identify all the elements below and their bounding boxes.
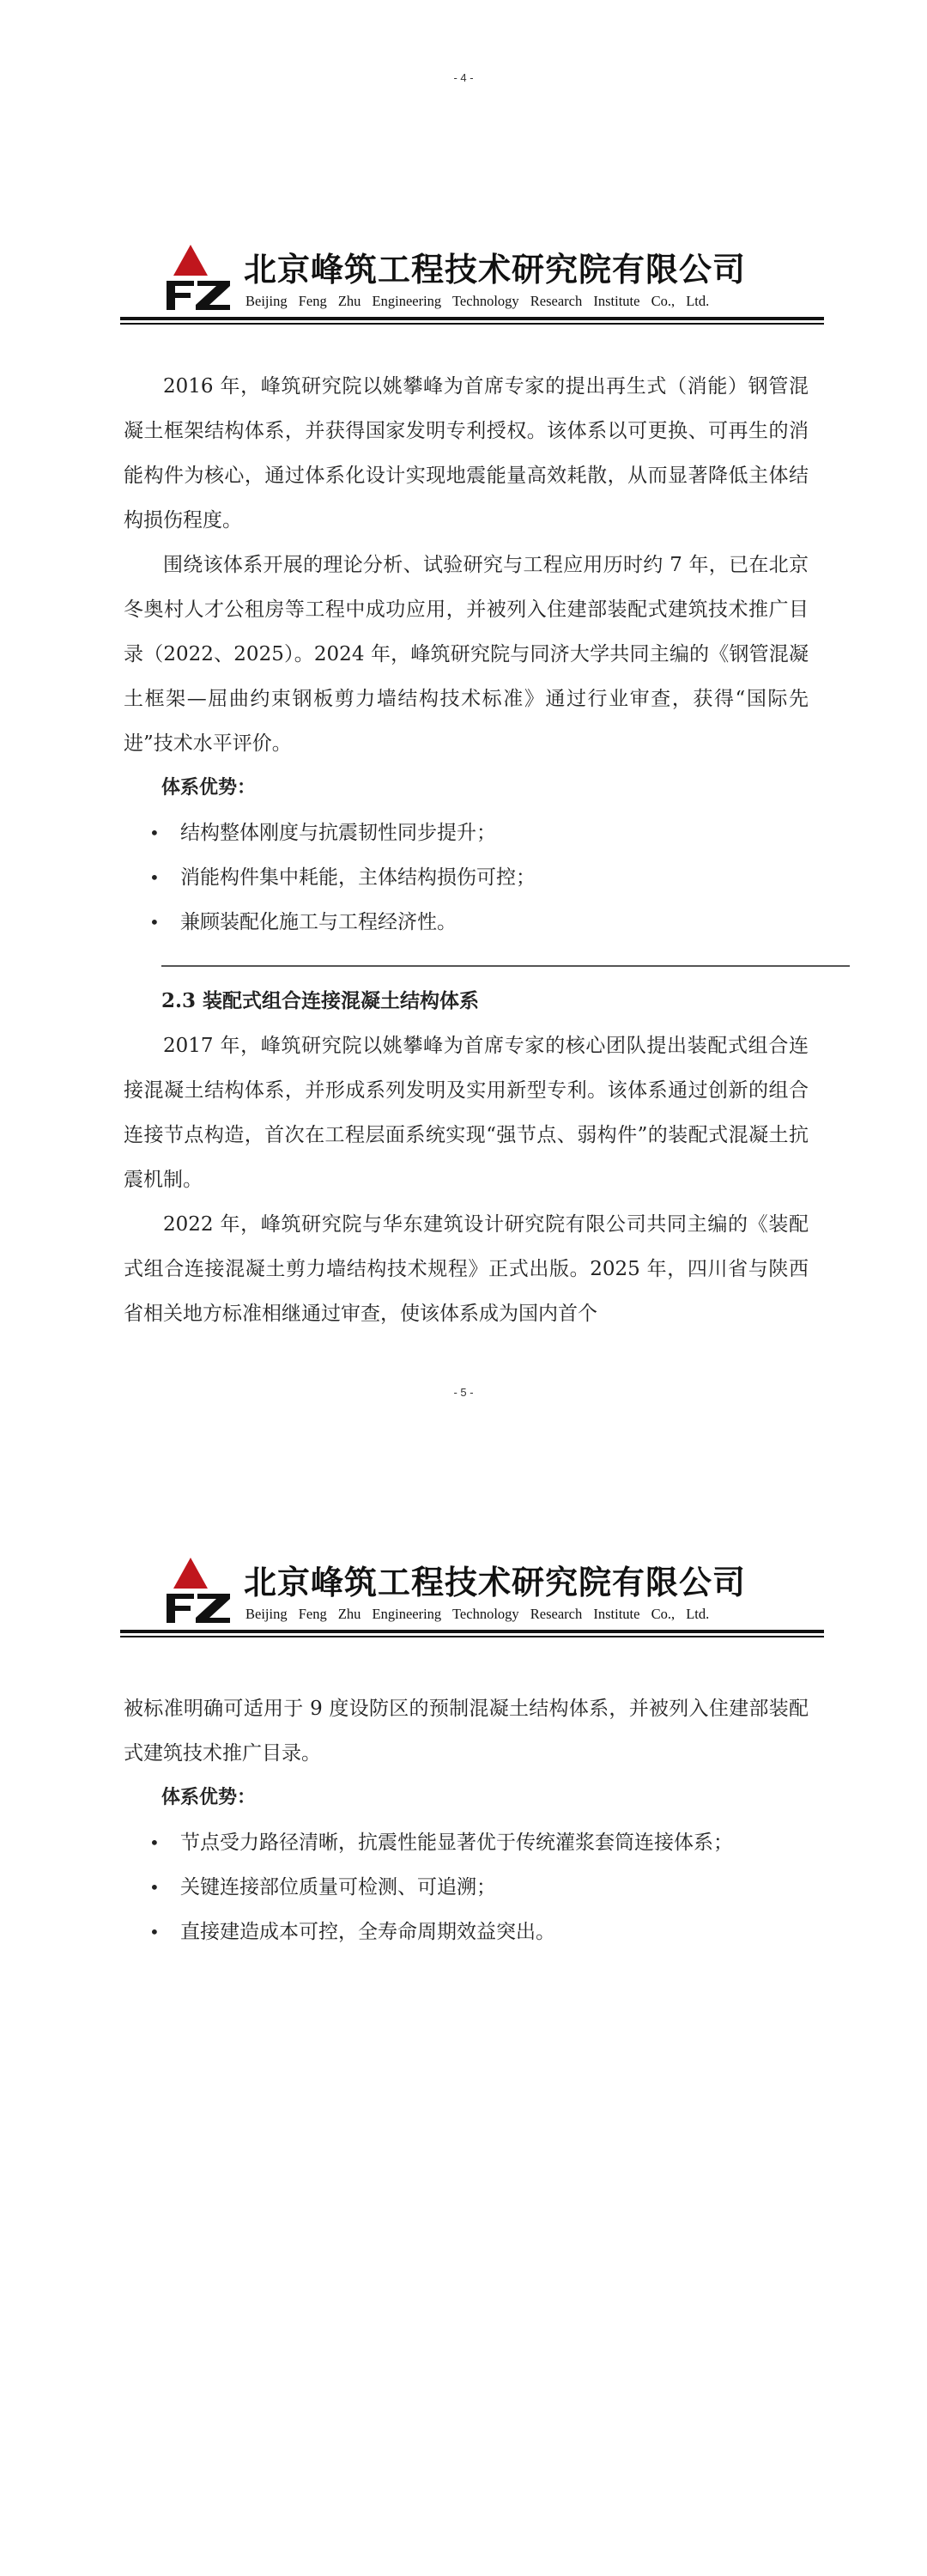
list-item-text: 消能构件集中耗能，主体结构损伤可控；	[180, 866, 536, 889]
paragraph: 2016 年，峰筑研究院以姚攀峰为首席专家的提出再生式（消能）钢管混凝土框架结构体系，并获得国家发明专利授权。该体系以可更换、可再生的消能构件为核心，通过体系化设计实现地震能量高效耗散，从而显著降低主体结构损伤程度。	[124, 375, 809, 532]
company-name-en: Beijing Feng Zhu Engineering Technology Research Institute Co., Ltd.	[245, 293, 710, 309]
company-name-en: Beijing Feng Zhu Engineering Technology Research Institute Co., Ltd.	[245, 1606, 710, 1622]
section-title: 2.3 装配式组合连接混凝土结构体系	[161, 988, 480, 1012]
advantages-list	[124, 1820, 809, 1954]
list-item-text: 关键连接部位质量可检测、可追溯；	[180, 1876, 496, 1899]
bullet-icon: •	[149, 823, 160, 843]
section-divider	[161, 965, 850, 967]
advantages-list	[124, 811, 809, 945]
letterhead	[120, 243, 824, 337]
company-name-cn: 北京峰筑工程技术研究院有限公司	[244, 251, 747, 289]
letterhead	[120, 1556, 824, 1650]
paragraph: 围绕该体系开展的理论分析、试验研究与工程应用历时约 7 年，已在北京冬奥村人才公租房等工程中成功应用，并被列入住建部装配式建筑技术推广目录（2022、2025）。2024 年，峰筑研究院与同济大学共同主编的《钢管混凝土框架—屈曲约束钢板剪力墙结构技术标准》通过行业审查，获得“国际先进”技术水平评价。	[124, 554, 809, 755]
header-rule-thick	[120, 317, 824, 320]
fz-logo-icon	[160, 243, 232, 312]
page-number: - 4 -	[453, 71, 474, 84]
paragraph: 被标准明确可适用于 9 度设防区的预制混凝土结构体系，并被列入住建部装配式建筑技术推广目录。	[124, 1698, 809, 1765]
bullet-icon: •	[149, 867, 160, 888]
page-5-body	[124, 1686, 809, 1954]
fz-logo-icon	[160, 1556, 232, 1625]
list-item	[124, 855, 809, 900]
paragraph: 2022 年，峰筑研究院与华东建筑设计研究院有限公司共同主编的《装配式组合连接混凝土剪力墙结构技术规程》正式出版。2025 年，四川省与陕西省相关地方标准相继通过审查，使该体系成为国内首个	[124, 1212, 809, 1325]
page-number: - 5 -	[453, 1386, 474, 1399]
header-rule-thin	[120, 323, 824, 325]
list-item	[124, 1910, 809, 1954]
page-4-body	[124, 364, 809, 1336]
bullet-icon: •	[149, 1832, 160, 1853]
advantages-heading: 体系优势：	[161, 777, 257, 799]
list-item	[124, 900, 809, 945]
list-item-text: 兼顾装配化施工与工程经济性。	[180, 911, 457, 933]
list-item-text: 结构整体刚度与抗震韧性同步提升；	[180, 822, 496, 844]
paragraph: 2017 年，峰筑研究院以姚攀峰为首席专家的核心团队提出装配式组合连接混凝土结构体系，并形成系列发明及实用新型专利。该体系通过创新的组合连接节点构造，首次在工程层面系统实现“强节点、弱构件”的装配式混凝土抗震机制。	[124, 1034, 809, 1191]
bullet-icon: •	[149, 1877, 160, 1898]
header-rule-thick	[120, 1630, 824, 1633]
list-item-text: 节点受力路径清晰，抗震性能显著优于传统灌浆套筒连接体系；	[180, 1832, 733, 1854]
list-item	[124, 1865, 809, 1910]
header-rule-thin	[120, 1636, 824, 1637]
company-name-cn: 北京峰筑工程技术研究院有限公司	[244, 1564, 747, 1601]
list-item-text: 直接建造成本可控，全寿命周期效益突出。	[180, 1921, 555, 1943]
bullet-icon: •	[149, 1922, 160, 1942]
list-item	[124, 1820, 809, 1865]
list-item	[124, 811, 809, 855]
bullet-icon: •	[149, 912, 160, 933]
advantages-heading: 体系优势：	[161, 1787, 257, 1808]
